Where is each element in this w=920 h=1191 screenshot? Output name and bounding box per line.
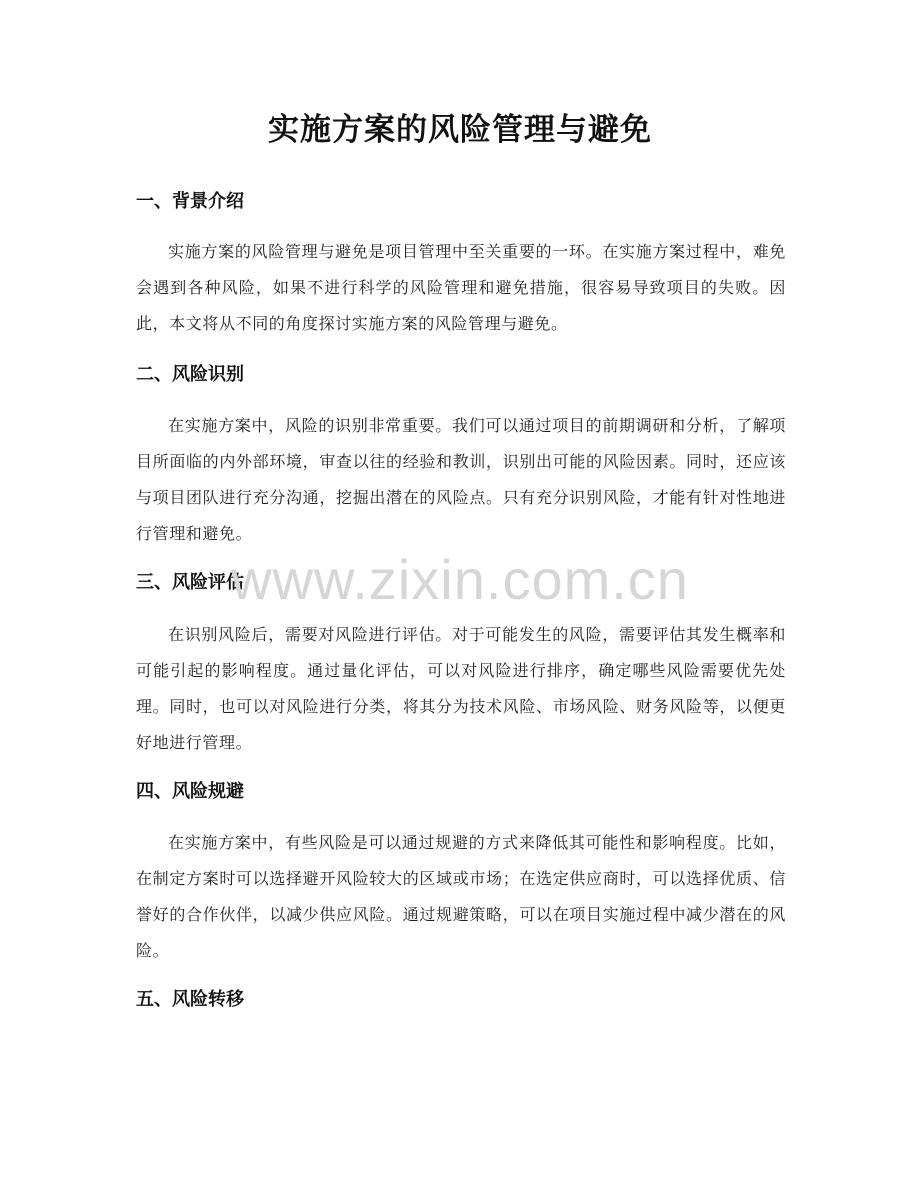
section-paragraph-risk-avoidance: 在实施方案中，有些风险是可以通过规避的方式来降低其可能性和影响程度。比如，在制定方案时可以选择避开风险较大的区域或市场；在选定供应商时，可以选择优质、信誉好的合作伙伴，以减少供应风险。通过规避策略，可以在项目实施过程中减少潜在的风险。 [136,833,786,960]
section-heading-risk-transfer: 五、风险转移 [136,989,244,1010]
section-heading-risk-assessment: 三、风险评估 [136,572,244,593]
section-paragraph-risk-assessment: 在识别风险后，需要对风险进行评估。对于可能发生的风险，需要评估其发生概率和可能引起的影响程度。通过量化评估，可以对风险进行排序，确定哪些风险需要优先处理。同时，也可以对风险进行分类，将其分为技术风险、市场风险、财务风险等，以便更好地进行管理。 [136,625,786,752]
section-paragraph-risk-identification: 在实施方案中，风险的识别非常重要。我们可以通过项目的前期调研和分析，了解项目所面临的内外部环境，审查以往的经验和教训，识别出可能的风险因素。同时，还应该与项目团队进行充分沟通，挖掘出潜在的风险点。只有充分识别风险，才能有针对性地进行管理和避免。 [136,416,786,543]
section-heading-risk-avoidance: 四、风险规避 [136,781,244,802]
document-title: 实施方案的风险管理与避免 [268,112,652,148]
section-heading-background: 一、背景介绍 [136,191,244,212]
watermark: www.zixin.com.cn [231,548,689,611]
section-heading-risk-identification: 二、风险识别 [136,364,244,385]
section-paragraph-background: 实施方案的风险管理与避免是项目管理中至关重要的一环。在实施方案过程中，难免会遇到各种风险，如果不进行科学的风险管理和避免措施，很容易导致项目的失败。因此，本文将从不同的角度探讨实施方案的风险管理与避免。 [136,242,786,333]
